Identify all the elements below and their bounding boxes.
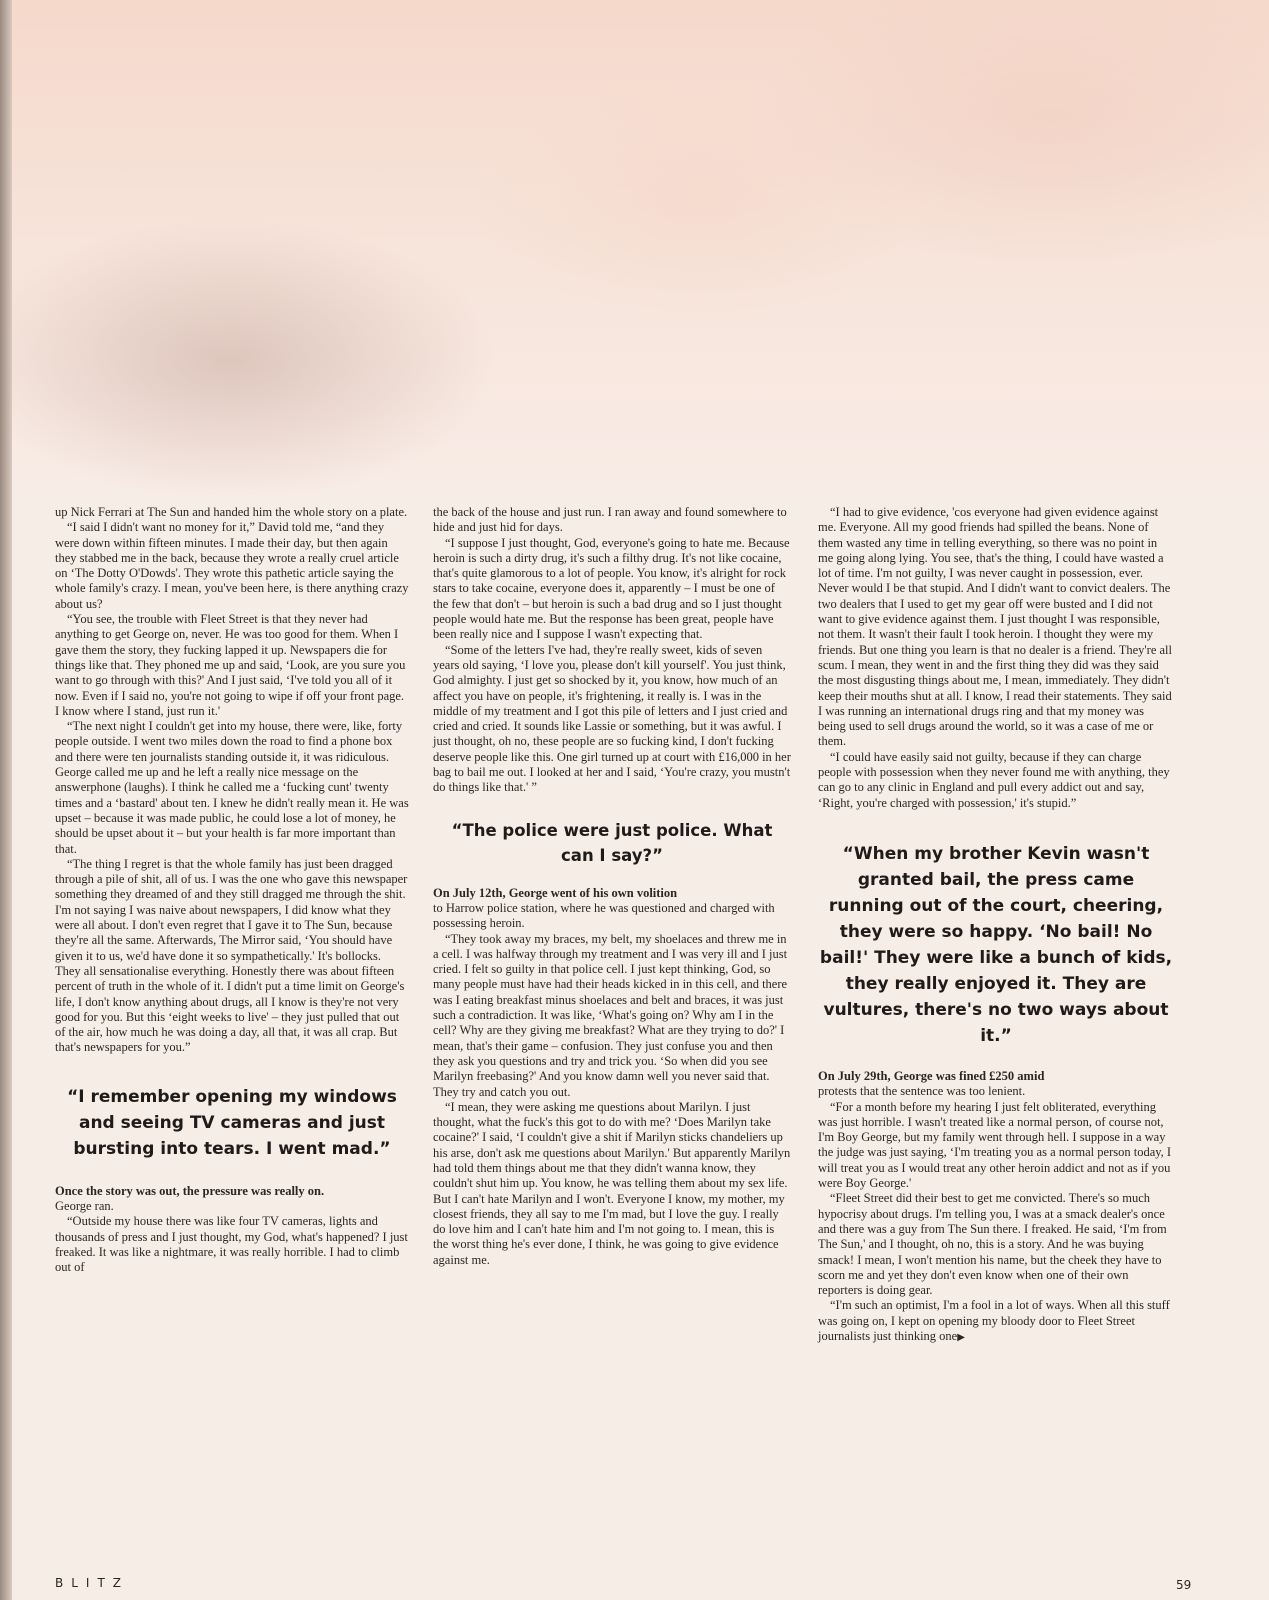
paragraph: “The next night I couldn't get into my house, there were, like, forty people outside. I went two miles down the road to find a phone box and there were ten journalists standing outside it, it was ridiculous. George called me up and he left a really nice message on the answerphone (laughs). I think he called me a ‘fucking cunt' twenty times and a ‘bastard' about ten. I knew he didn't really mean it. He was upset – because it was made public, he could lose a lot of money, he should be upset about it – but your health is far more important than that. <box>55 719 409 856</box>
paragraph: the back of the house and just run. I ran away and found somewhere to hide and just hid for days. <box>433 505 787 535</box>
paragraph: “I mean, they were asking me questions about Marilyn. I just thought, what the fuck's this got to do with me? ‘Does Marilyn take cocaine?' I said, ‘I couldn't give a shit if Marilyn sticks chandeliers up his arse, don't ask me questions about Marilyn.' But apparently Marilyn had told them things about me that they didn't wanna know, they couldn't shut him up. You know, he was telling them about my sex life. But I can't hate Marilyn and I won't. Everyone I know, my mother, my closest friends, they all say to me I'm mad, but I love the guy. I really do love him and I can't hate him and I'm not going to. I mean, this is the worst thing he's ever done, I think, he was going to give evidence against me. <box>433 1099 791 1267</box>
paragraph: “Fleet Street did their best to get me convicted. There's so much hypocrisy about drugs. I'm telling you, I was at a smack dealer's once and there was a guy from The Sun there. I freaked. He said, ‘I'm from The Sun,' and I thought, oh no, this is a story. And he was buying smack! I mean, I won't mention his name, but the cheek they have to scorn me and yet they don't even know when one of their own reporters is doing gear. <box>818 1191 1167 1298</box>
article-column-2 <box>433 505 791 1268</box>
continue-arrow-icon: ▶ <box>957 1331 965 1343</box>
paragraph: “I could have easily said not guilty, because if they can charge people with possession when they never found me with anything, they can go to any clinic in England and pull every addict out and say, ‘Right, you're charged with possession,' it's stupid.” <box>818 749 1170 810</box>
pull-quote: “I remember opening my windows and seeing TV cameras and just bursting into tears. I went mad.” <box>67 1086 397 1159</box>
header-photo <box>0 0 1269 495</box>
paragraph-text: “I'm such an optimist, I'm a fool in a lot of ways. When all this stuff was going on, I kept on opening my bloody door to Fleet Street journalists just thinking one <box>818 1298 1170 1343</box>
lead-rest: to Harrow police station, where he was questioned and charged with possessing heroin. <box>433 900 775 931</box>
paragraph: “They took away my braces, my belt, my shoelaces and threw me in a cell. I was halfway through my treatment and I was very ill and I just cried. I felt so guilty in that police cell. I just kept thinking, God, so many people must have had their heads kicked in in this cell, and there was I eating breakfast minus shoelaces and belt and braces, it was just such a contradiction. It was like, ‘What's going on? Why am I in the cell? Why are they giving me breakfast? What are they trying to do?' I mean, that's their game – confusion. They just confuse you and then they ask you questions and try and trick you. ‘So when did you see Marilyn freebasing?' And you know damn well you never said that. They try and catch you out. <box>433 931 788 1099</box>
paragraph: “I had to give evidence, 'cos everyone had given evidence against me. Everyone. All my good friends had spilled the beans. None of them wasted any time in telling everything, so there was no point in me going along lying. You see, that's the thing, I could have wasted a lot of time. I'm not guilty, I was never caught in possession, ever. Never would I be that stupid. And I didn't want to convict dealers. The two dealers that I used to get my gear off were busted and I did not want to give evidence against them. I just thought I was responsible, not them. It wasn't their fault I took heroin. I thought they were my friends. But one thing you learn is that no dealer is a friend. They're all scum. I mean, they went in and the first thing they did was they said the most disgusting things about me, I mean, immediately. They didn't keep their mouths shut at all. I know, I read their statements. They said I was running an international drugs ring and that my money was being used to sell drugs around the world, so it was a case of me or them. <box>818 505 1173 749</box>
paragraph: up Nick Ferrari at The Sun and handed him the whole story on a plate. <box>55 505 408 519</box>
paragraph: “Some of the letters I've had, they're really sweet, kids of seven years old saying, ‘I love you, please don't kill yourself'. You just think, God almighty. I just get so shocked by it, you know, how much of an affect you have on people, it's frightening, it really is. I was in the middle of my treatment and I got this pile of letters and I just cried and cried and cried. It sounds like Lassie or something, but it was awful. I just thought, oh no, these people are so fucking kind, I don't fucking deserve people like this. One girl turned up at court with £16,000 in her bag to bail me out. I looked at her and I said, ‘You're crazy, you mustn't do things like that.' ” <box>433 642 791 795</box>
section-lead <box>818 1069 1174 1100</box>
paragraph: “I said I didn't want no money for it,” David told me, “and they were down within fifteen minutes. I made their day, but then again they stabbed me in the back, because they wrote a really cruel article on ‘The Dotty O'Dowds'. They wrote this pathetic article saying the whole family's crazy. I mean, you've been here, is there anything crazy about us? <box>55 520 409 611</box>
article-column-1 <box>55 505 409 1275</box>
paragraph <box>818 1298 1174 1345</box>
lead-rest: George ran. <box>55 1198 114 1213</box>
article-column-3 <box>818 505 1174 1345</box>
paragraph: “You see, the trouble with Fleet Street is that they never had anything to get George on, never. He was too good for them. When I gave them the story, they fucking lapped it up. Newspapers die for things like that. They phoned me up and said, ‘Look, are you sure you want to go through with this?' And I just said, ‘I've told you all of it now. Even if I said no, you're not going to wipe if off your front page. I know where I stand, just run it.' <box>55 612 406 718</box>
section-lead <box>55 1184 409 1215</box>
pull-quote: “The police were just police. What can I say?” <box>451 820 773 865</box>
page-edge <box>0 0 12 1600</box>
lead-bold: On July 29th, George was fined £250 amid <box>818 1068 1045 1083</box>
magazine-name: BLITZ <box>55 1576 130 1590</box>
lead-rest: protests that the sentence was too lenient. <box>818 1084 1026 1099</box>
paragraph: “The thing I regret is that the whole family has just been dragged through a pile of shit, all of us. I was the one who gave this newspaper something they dreamed of and they still dragged me through the shit. I'm not saying I was naive about newspapers, I did know what they were all about. I don't even regret that I gave it to The Sun, because they're all the same. Afterwards, The Mirror said, ‘You should have given it to us, we'd have done it so sympathetically.' It's bollocks. They all sensationalise everything. Honestly there was about fifteen percent of truth in the whole of it. I didn't put a time limit on George's life, I don't know anything about drugs, all I know is they're not very good for you. But this ‘eight weeks to live' – they just pulled that out of the air, how much he was doing a day, all that, it was all crap. But that's newspapers for you.” <box>55 856 408 1055</box>
page-number: 59 <box>1176 1578 1192 1592</box>
paragraph: “I suppose I just thought, God, everyone's going to hate me. Because heroin is such a dirty drug, it's such a filthy drug. It's not like cocaine, that's quite glamorous to a lot of people. You know, it's alright for rock stars to take cocaine, everyone does it, apparently – I must be one of the few that don't – but heroin is such a bad drug and so I just thought people would hate me. But the response has been great, people have been really nice and I suppose I wasn't expecting that. <box>433 535 790 642</box>
lead-bold: On July 12th, George went of his own volition <box>433 885 678 900</box>
pull-quote: “When my brother Kevin wasn't granted bail, the press came running out of the court, cheering, they were so happy. ‘No bail! No bail!' They were like a bunch of kids, they really enjoyed it. They are vultures, there's no two ways about it.” <box>819 843 1173 1046</box>
paragraph: “Outside my house there was like four TV cameras, lights and thousands of press and I just thought, my God, what's happened? I just freaked. It was like a nightmare, it was really horrible. I had to climb out of <box>55 1214 408 1275</box>
lead-bold: Once the story was out, the pressure was really on. <box>55 1183 325 1198</box>
section-lead <box>433 886 791 932</box>
paragraph: “For a month before my hearing I just felt obliterated, everything was just horrible. I wasn't treated like a normal person, of course not, I'm Boy George, but my family went through hell. I suppose in a way the judge was just saying, ‘I'm treating you as a normal person today, I will treat you as I would treat any other heroin addict and not as if you were Boy George.' <box>818 1099 1172 1191</box>
